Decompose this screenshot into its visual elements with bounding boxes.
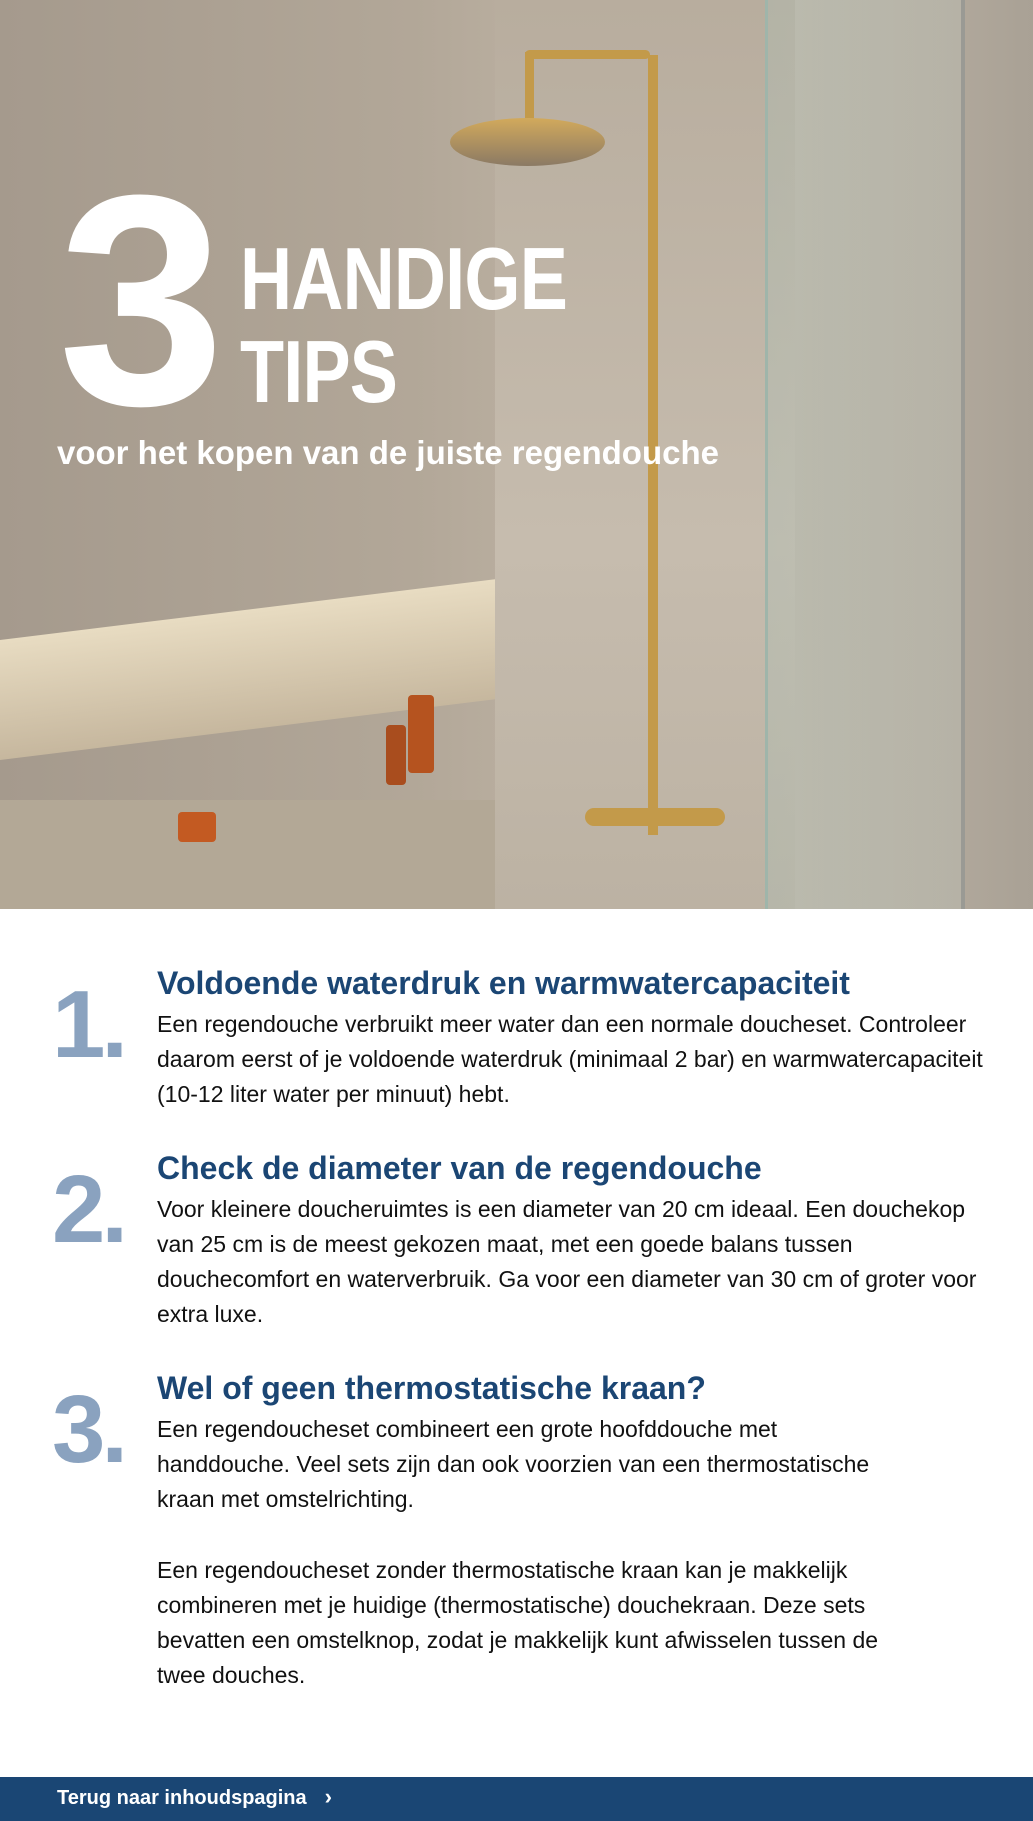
tip-heading: Voldoende waterdruk en warmwatercapaciteit (157, 965, 850, 1001)
hero-title-line1: HANDIGE (240, 229, 568, 328)
hero-image (0, 0, 1033, 909)
back-to-contents-link[interactable] (57, 1784, 332, 1810)
tip-number: 1. (52, 971, 125, 1078)
footer-bar (0, 1777, 1033, 1821)
tip-heading: Wel of geen thermostatische kraan? (157, 1370, 706, 1406)
tip-number: 2. (52, 1156, 125, 1263)
tip-number: 3. (52, 1376, 125, 1483)
tip-text: Een regendouche verbruikt meer water dan een normale doucheset. Controleer daarom eerst of je voldoende waterdruk (minimaal 2 bar) en warmwatercapaciteit (10-12 liter water per minuut) hebt. (157, 1011, 983, 1107)
tip-text: Een regendoucheset combineert een grote hoofddouche met handdouche. Veel sets zijn dan ook voorzien van een thermostatische kraan met omstelrichting. (157, 1416, 870, 1512)
niche-ledge (0, 800, 495, 909)
tip-text: Voor kleinere doucheruimtes is een diameter van 20 cm ideaal. Een douchekop van 25 cm is de meest gekozen maat, met een goede balans tussen douchecomfort en waterverbruik. Ga voor een diameter van 30 cm of groter voor extra luxe. (157, 1196, 977, 1327)
chevron-right-icon: › (324, 1784, 332, 1809)
hero-number: 3 (58, 132, 215, 468)
rain-shower-head (450, 118, 605, 166)
hero-subtitle: voor het kopen van de juiste regendouche (57, 434, 719, 471)
back-link-label: Terug naar inhoudspagina (57, 1787, 307, 1809)
hero-title-line2: TIPS (240, 322, 398, 421)
glass-panel (765, 0, 965, 909)
tip-text: Een regendoucheset zonder thermostatische kraan kan je makkelijk combineren met je huidige (thermostatische) douchekraan. Deze sets bevatten een omstelknop, zodat je makkelijk kunt afwisselen tussen de twee douches. (157, 1557, 879, 1688)
tip-heading: Check de diameter van de regendouche (157, 1150, 762, 1186)
